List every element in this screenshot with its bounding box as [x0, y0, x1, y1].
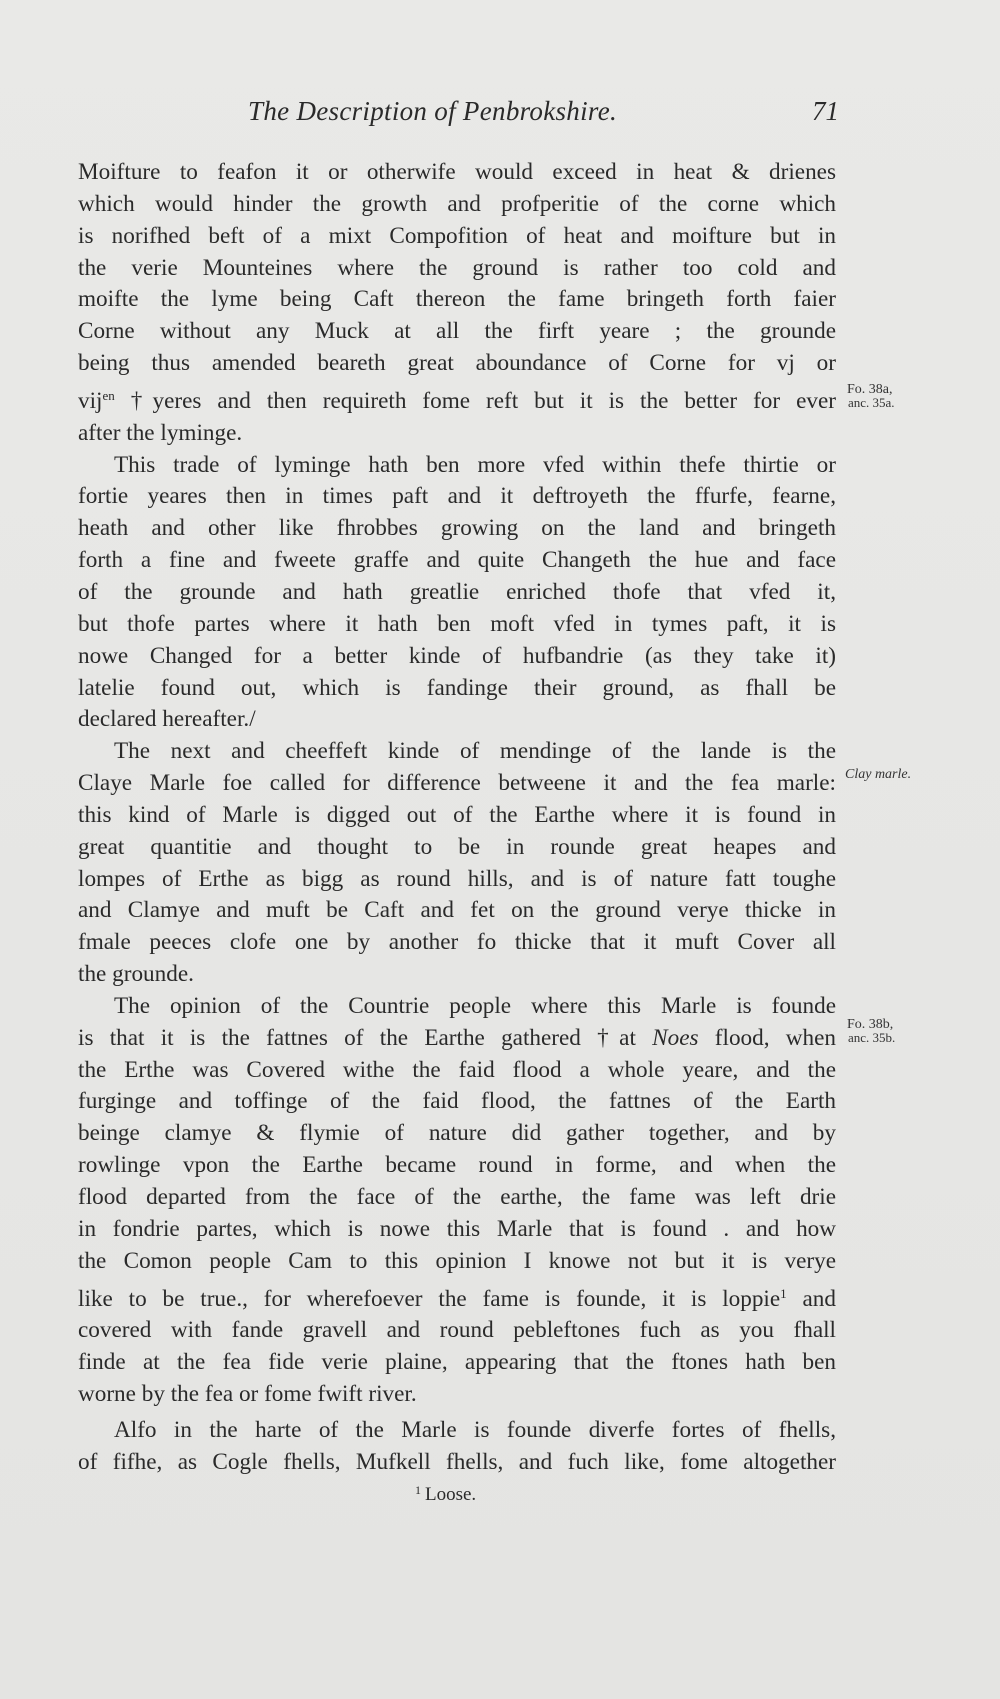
- footnote-text: Loose.: [425, 1484, 477, 1505]
- text-line: nowe Changed for a better kinde of hufbandrie (as they take it): [78, 642, 836, 669]
- paragraph-4: [78, 991, 836, 1411]
- text-line: is norifhed beft of a mixt Compofition of heat and moifture but in: [78, 222, 836, 249]
- text-line: Corne without any Muck at all the firft yeare ; the grounde: [78, 318, 836, 345]
- text-line: fortie yeares then in times paft and it deftroyeth the ffurfe, fearne,: [78, 483, 836, 510]
- text-line: flood departed from the face of the earthe, the fame was left drie: [78, 1184, 836, 1210]
- text-line: finde at the fea fide verie plaine, appearing that the ftones hath ben: [78, 1349, 836, 1376]
- text-line: the verie Mounteines where the ground is rather too cold and: [78, 254, 836, 281]
- text-line: the Erthe was Covered withe the faid flood a whole yeare, and the: [78, 1056, 836, 1083]
- text-line: The next and cheeffeft kinde of mendinge of the lande is the: [114, 738, 836, 765]
- text-line: this kind of Marle is digged out of the Earthe where it is found in: [78, 801, 836, 828]
- margin-note-fo38a-line1: Fo. 38a,: [847, 382, 893, 397]
- text-line: beinge clamye & flymie of nature did gather together, and by: [78, 1120, 836, 1147]
- text-line: lompes of Erthe as bigg as round hills, and is of nature fatt toughe: [78, 865, 836, 892]
- text-line: the Comon people Cam to this opinion I knowe not but it is verye: [78, 1247, 836, 1274]
- margin-note-clay-marle: Clay marle.: [845, 767, 912, 782]
- text-line: heath and other like fhrobbes growing on the land and bringeth: [78, 515, 836, 542]
- text-line: This trade of lyminge hath ben more vfed within thefe thirtie or: [114, 451, 836, 478]
- margin-note-fo38a: [847, 383, 895, 409]
- text-line: Claye Marle foe called for difference betweene it and the fea marle:: [78, 770, 836, 797]
- text-line-last: worne by the fea or fome fwift river.: [78, 1381, 417, 1408]
- text-line: forth a fine and fweete graffe and quite Changeth the hue and face: [78, 547, 836, 574]
- margin-note-fo38b-line1: Fo. 38b,: [847, 1017, 894, 1032]
- paragraph-1: [78, 157, 836, 450]
- margin-note-fo38a-line2: anc. 35a.: [848, 395, 895, 410]
- text-line: being thus amended beareth great aboundance of Corne for vj or: [78, 350, 836, 377]
- margin-note-fo38b: [847, 1018, 895, 1044]
- text-line: covered with fande gravell and round pebleftones fuch as you fhall: [78, 1317, 836, 1344]
- text-line: which would hinder the growth and profperitie of the corne which: [78, 190, 836, 217]
- body-text: [78, 157, 836, 1479]
- text-line: in fondrie partes, which is nowe this Marle that is found . and how: [78, 1215, 836, 1242]
- text-line: and Clamye and muft be Caft and fet on the ground verye thicke in: [78, 897, 836, 924]
- text-line: of fifhe, as Cogle fhells, Mufkell fhells, and fuch like, fome altogether: [78, 1448, 836, 1475]
- text-line: furginge and toffinge of the faid flood, the fattnes of the Earth: [78, 1088, 836, 1115]
- text-line-last: after the lyminge.: [78, 419, 243, 446]
- text-line: great quantitie and thought to be in rounde great heapes and: [78, 833, 836, 860]
- text-line-last: declared hereafter./: [78, 706, 256, 733]
- text-line: is that it is the fattnes of the Earthe gathered †at Noes flood, when: [78, 1024, 836, 1051]
- running-title: The Description of Penbrokshire.: [248, 96, 618, 126]
- paragraph-5: [78, 1415, 836, 1479]
- text-line: Moifture to feafon it or otherwife would exceed in heat & drienes: [78, 159, 836, 185]
- text-line: The opinion of the Countrie people where this Marle is founde: [114, 992, 836, 1019]
- footnote-mark: 1: [415, 1483, 421, 1497]
- paragraph-3: [78, 736, 836, 991]
- text-line-last: the grounde.: [78, 961, 194, 988]
- text-line: moifte the lyme being Caft thereon the fame bringeth forth faier: [78, 286, 836, 313]
- paragraph-2: [78, 450, 836, 737]
- footnote: [415, 1483, 476, 1506]
- page-number: 71: [812, 96, 839, 126]
- page-header: [0, 96, 1000, 136]
- text-line: of the grounde and hath greatlie enriched thofe that vfed it,: [78, 578, 836, 605]
- text-line: Alfo in the harte of the Marle is founde diverfe fortes of fhells,: [114, 1416, 836, 1443]
- text-line: but thofe partes where it hath ben moft vfed in tymes paft, it is: [78, 610, 836, 637]
- text-line: rowlinge vpon the Earthe became round in forme, and when the: [78, 1152, 836, 1179]
- text-line: fmale peeces clofe one by another fo thicke that it muft Cover all: [78, 929, 836, 956]
- text-line: latelie found out, which is fandinge their ground, as fhall be: [78, 674, 836, 701]
- text-line: like to be true., for wherefoever the fame is founde, it is loppie$^1$ and: [78, 1285, 836, 1312]
- margin-note-fo38b-line2: anc. 35b.: [848, 1030, 896, 1045]
- text-line: vij$^{en}$ †yeres and then requireth fome reft but it is the better for ever: [78, 387, 836, 414]
